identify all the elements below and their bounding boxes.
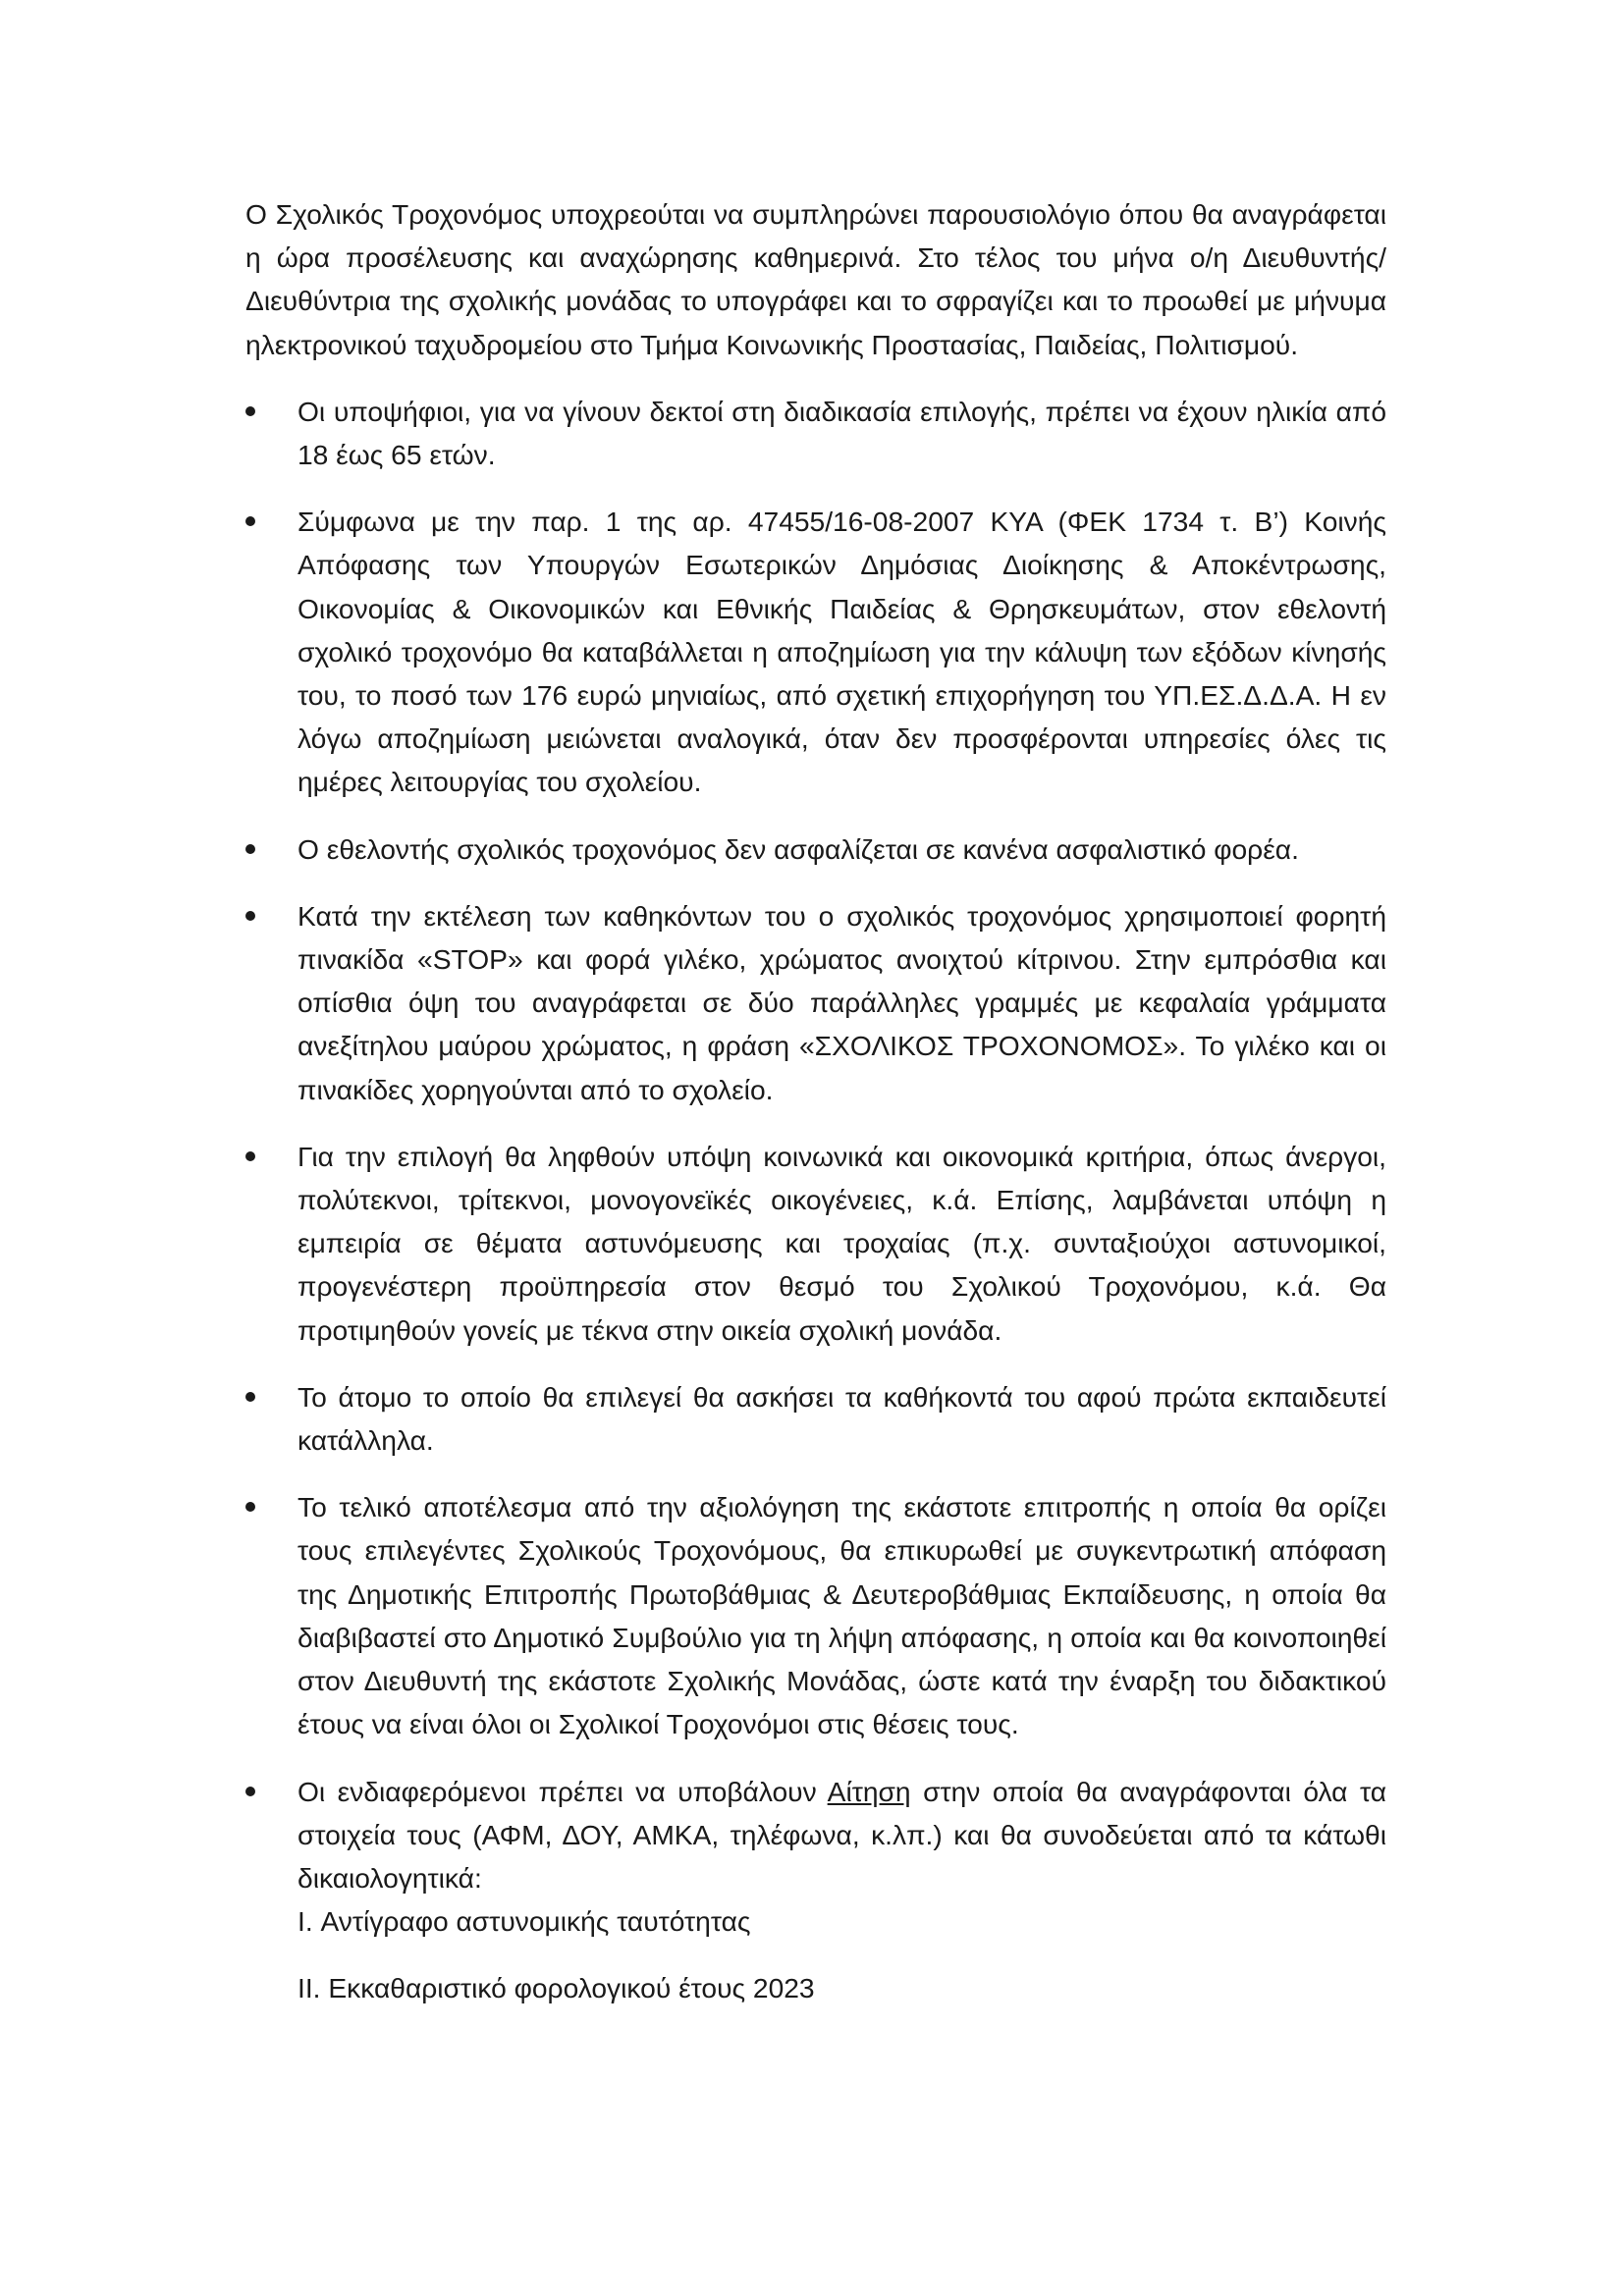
- requirements-list: [245, 390, 1386, 2010]
- list-item: [245, 500, 1386, 803]
- bullet-icon: [245, 911, 255, 921]
- document-page: [245, 192, 1386, 2034]
- document-item: II. Εκκαθαριστικό φορολογικού έτους 2023: [298, 1972, 815, 2004]
- bullet-icon: [245, 1502, 255, 1512]
- list-item-application: [245, 1770, 1386, 2010]
- list-item: [245, 1375, 1386, 1462]
- list-item-text: Οι υποψήφιοι, για να γίνουν δεκτοί στη διαδικασία επιλογής, πρέπει να έχουν ηλικία από 18 έως 65 ετών.: [298, 395, 1386, 471]
- list-item-text: Σύμφωνα με την παρ. 1 της αρ. 47455/16-08-2007 ΚΥΑ (ΦΕΚ 1734 τ. Β’) Κοινής Απόφασης των Υπουργών Εσωτερικών Δημόσιας Διοίκησης & Αποκέντρωσης, Οικονομίας & Οικονομικών και Εθνικής Παιδείας & Θρησκευμάτων, στον εθελοντή σχολικό τροχονόμο θα καταβάλλεται η αποζημίωση για την κάλυψη των εξόδων κίνησής του, το ποσό των 176 ευρώ μηνιαίως, από σχετική επιχορήγηση του ΥΠ.ΕΣ.Δ.Δ.Α. Η εν λόγω αποζημίωση μειώνεται αναλογικά, όταν δεν προσφέρονται υπηρεσίες όλες τις ημέρες λειτουργίας του σχολείου.: [298, 506, 1386, 798]
- list-item-text: Για την επιλογή θα ληφθούν υπόψη κοινωνικά και οικονομικά κριτήρια, όπως άνεργοι, πολύτεκνοι, τρίτεκνοι, μονογονεϊκές οικογένειες, κ.ά. Επίσης, λαμβάνεται υπόψη η εμπειρία σε θέματα αστυνόμευσης και τροχαίας (π.χ. συνταξιούχοι αστυνομικοί, προγενέστερη προϋπηρεσία στον θεσμό του Σχολικού Τροχονόμου, κ.ά. Θα προτιμηθούν γονείς με τέκνα στην οικεία σχολική μονάδα.: [298, 1140, 1386, 1346]
- bullet-icon: [245, 406, 255, 416]
- document-item: I. Αντίγραφο αστυνομικής ταυτότητας: [298, 1905, 751, 1938]
- intro-paragraph: Ο Σχολικός Τροχονόμος υποχρεούται να συμπληρώνει παρουσιολόγιο όπου θα αναγράφεται η ώρα προσέλευσης και αναχώρησης καθημερινά. Στο τέλος του μήνα ο/η Διευθυντής/Διευθύντρια της σχολικής μονάδας το υπογράφει και το σφραγίζει και το προωθεί με μήνυμα ηλεκτρονικού ταχυδρομείου στο Τμήμα Κοινωνικής Προστασίας, Παιδείας, Πολιτισμού.: [245, 198, 1386, 360]
- list-item-text: Ο εθελοντής σχολικός τροχονόμος δεν ασφαλίζεται σε κανένα ασφαλιστικό φορέα.: [298, 832, 1299, 865]
- list-item: [245, 390, 1386, 476]
- application-text-before: Οι ενδιαφερόμενοι πρέπει να υποβάλουν: [298, 1775, 828, 1807]
- list-item: [245, 1485, 1386, 1745]
- bullet-icon: [245, 1787, 255, 1796]
- list-item-text: [298, 1770, 1386, 1900]
- bullet-icon: [245, 1151, 255, 1161]
- list-item-text: Το τελικό αποτέλεσμα από την αξιολόγηση της εκάστοτε επιτροπής η οποία θα ορίζει τους επιλεγέντες Σχολικούς Τροχονόμους, θα επικυρωθεί με συγκεντρωτική απόφαση της Δημοτικής Επιτροπής Πρωτοβάθμιας & Δευτεροβάθμιας Εκπαίδευσης, η οποία θα διαβιβαστεί στο Δημοτικό Συμβούλιο για τη λήψη απόφασης, η οποία και θα κοινοποιηθεί στον Διευθυντή της εκάστοτε Σχολικής Μονάδας, ώστε κατά την έναρξη του διδακτικού έτους να είναι όλοι οι Σχολικοί Τροχονόμοι στις θέσεις τους.: [298, 1491, 1386, 1740]
- bullet-icon: [245, 516, 255, 526]
- application-link[interactable]: Αίτηση: [827, 1775, 911, 1807]
- list-item: [245, 894, 1386, 1111]
- required-documents: [298, 1899, 1386, 2009]
- application-text-after: στην οποία θα αναγράφονται όλα τα στοιχεία τους (ΑΦΜ, ΔΟΥ, ΑΜΚΑ, τηλέφωνα, κ.λπ.) και θα συνοδεύεται από τα κάτωθι δικαιολογητικά:: [298, 1775, 1386, 1894]
- bullet-icon: [245, 1392, 255, 1402]
- list-item-text: Το άτομο το οποίο θα επιλεγεί θα ασκήσει τα καθήκοντά του αφού πρώτα εκπαιδευτεί κατάλληλα.: [298, 1380, 1386, 1457]
- list-item: [245, 1135, 1386, 1352]
- list-item: [245, 828, 1386, 871]
- list-item-text: Κατά την εκτέλεση των καθηκόντων του ο σχολικός τροχονόμος χρησιμοποιεί φορητή πινακίδα «STOP» και φορά γιλέκο, χρώματος ανοιχτού κίτρινου. Στην εμπρόσθια και οπίσθια όψη του αναγράφεται σε δύο παράλληλες γραμμές με κεφαλαία γράμματα ανεξίτηλου μαύρου χρώματος, η φράση «ΣΧΟΛΙΚΟΣ ΤΡΟΧΟΝΟΜΟΣ». Το γιλέκο και οι πινακίδες χορηγούνται από το σχολείο.: [298, 899, 1386, 1105]
- bullet-icon: [245, 844, 255, 854]
